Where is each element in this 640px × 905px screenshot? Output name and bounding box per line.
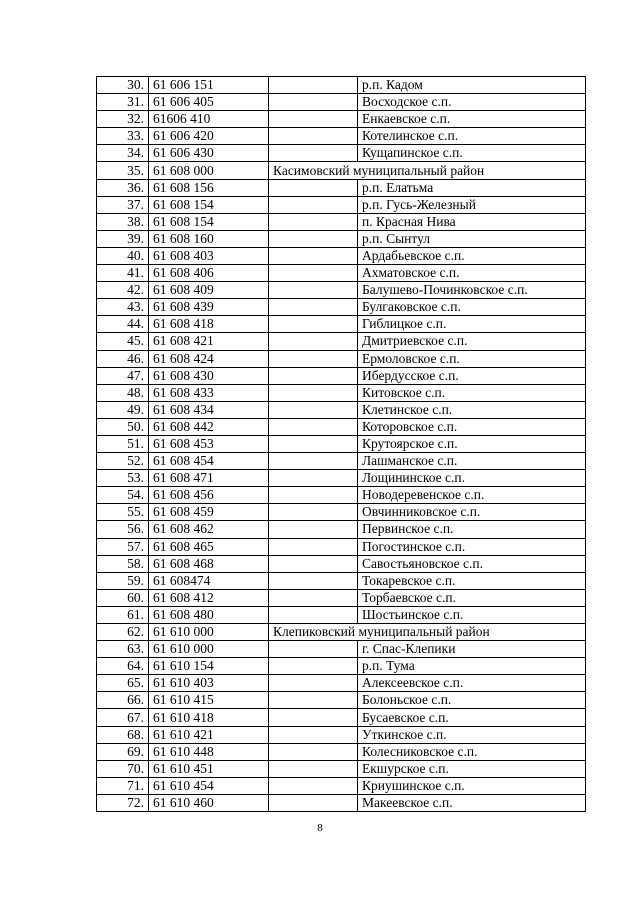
district-cell-empty [269, 470, 358, 487]
district-cell-empty [269, 641, 358, 658]
district-cell-empty [269, 128, 358, 145]
table-row [97, 555, 586, 572]
oktmo-code: 61 608 154 [149, 196, 269, 213]
district-cell-empty [269, 692, 358, 709]
row-number: 53. [97, 470, 149, 487]
oktmo-code: 61 610 421 [149, 726, 269, 743]
settlement-name: р.п. Сынтул [358, 230, 586, 247]
table-row [97, 316, 586, 333]
table-row [97, 247, 586, 264]
district-cell-empty [269, 94, 358, 111]
district-cell-empty [269, 111, 358, 128]
district-cell-empty [269, 487, 358, 504]
oktmo-code: 61 610 000 [149, 641, 269, 658]
oktmo-code: 61 608 468 [149, 555, 269, 572]
table-row [97, 230, 586, 247]
district-cell-empty [269, 316, 358, 333]
district-cell-empty [269, 658, 358, 675]
row-number: 44. [97, 316, 149, 333]
table-row [97, 487, 586, 504]
settlement-name: Крутоярское с.п. [358, 435, 586, 452]
row-number: 34. [97, 145, 149, 162]
row-number: 35. [97, 162, 149, 179]
row-number: 48. [97, 384, 149, 401]
oktmo-code: 61 608 456 [149, 487, 269, 504]
district-cell-empty [269, 179, 358, 196]
table-row [97, 145, 586, 162]
settlement-name: р.п. Тума [358, 658, 586, 675]
oktmo-code: 61 608 418 [149, 316, 269, 333]
settlement-name: Криушинское с.п. [358, 777, 586, 794]
settlement-name: п. Красная Нива [358, 213, 586, 230]
table-row [97, 692, 586, 709]
row-number: 70. [97, 760, 149, 777]
municipal-registry-table [96, 76, 586, 812]
district-cell-empty [269, 145, 358, 162]
oktmo-code: 61 610 415 [149, 692, 269, 709]
oktmo-code: 61 608 403 [149, 247, 269, 264]
oktmo-code: 61 610 154 [149, 658, 269, 675]
settlement-name: Енкаевское с.п. [358, 111, 586, 128]
table-row [97, 675, 586, 692]
oktmo-code: 61 608 442 [149, 418, 269, 435]
settlement-name: Лощининское с.п. [358, 470, 586, 487]
oktmo-code: 61 610 418 [149, 709, 269, 726]
row-number: 64. [97, 658, 149, 675]
settlement-name: Ибердусское с.п. [358, 367, 586, 384]
settlement-name: Китовское с.п. [358, 384, 586, 401]
district-cell-empty [269, 435, 358, 452]
row-number: 43. [97, 299, 149, 316]
table-row [97, 606, 586, 623]
table-row [97, 435, 586, 452]
row-number: 38. [97, 213, 149, 230]
district-cell-empty [269, 418, 358, 435]
district-cell-empty [269, 589, 358, 606]
row-number: 49. [97, 401, 149, 418]
settlement-name: г. Спас-Клепики [358, 641, 586, 658]
oktmo-code: 61 608 430 [149, 367, 269, 384]
district-cell-empty [269, 299, 358, 316]
row-number: 66. [97, 692, 149, 709]
settlement-name: Савостьяновское с.п. [358, 555, 586, 572]
oktmo-code: 61 610 451 [149, 760, 269, 777]
row-number: 52. [97, 453, 149, 470]
oktmo-code: 61 608 454 [149, 453, 269, 470]
settlement-name: Ермоловское с.п. [358, 350, 586, 367]
row-number: 72. [97, 794, 149, 811]
row-number: 30. [97, 77, 149, 94]
oktmo-code: 61 608 433 [149, 384, 269, 401]
table-row [97, 726, 586, 743]
oktmo-code: 61 608 480 [149, 606, 269, 623]
settlement-name: Лашманское с.п. [358, 453, 586, 470]
oktmo-code: 61 608 412 [149, 589, 269, 606]
row-number: 71. [97, 777, 149, 794]
oktmo-code: 61 610 403 [149, 675, 269, 692]
oktmo-code: 61 608 154 [149, 213, 269, 230]
oktmo-code: 61 606 405 [149, 94, 269, 111]
settlement-name: Новодеревенское с.п. [358, 487, 586, 504]
row-number: 67. [97, 709, 149, 726]
page-number: 8 [317, 822, 323, 834]
oktmo-code: 61 608 434 [149, 401, 269, 418]
row-number: 57. [97, 538, 149, 555]
oktmo-code: 61 606 420 [149, 128, 269, 145]
oktmo-code: 61 608 439 [149, 299, 269, 316]
table-row [97, 760, 586, 777]
district-cell-empty [269, 572, 358, 589]
table-row [97, 299, 586, 316]
settlement-name: Овчинниковское с.п. [358, 504, 586, 521]
settlement-name: Макеевское с.п. [358, 794, 586, 811]
settlement-name: р.п. Кадом [358, 77, 586, 94]
district-cell-empty [269, 384, 358, 401]
row-number: 41. [97, 265, 149, 282]
row-number: 42. [97, 282, 149, 299]
settlement-name: р.п. Гусь-Железный [358, 196, 586, 213]
table-row [97, 162, 586, 179]
district-cell-empty [269, 196, 358, 213]
oktmo-code: 61 610 460 [149, 794, 269, 811]
settlement-name: Первинское с.п. [358, 521, 586, 538]
district-cell-empty [269, 709, 358, 726]
oktmo-code: 61 608 000 [149, 162, 269, 179]
oktmo-code: 61 608 453 [149, 435, 269, 452]
district-cell-empty [269, 538, 358, 555]
oktmo-code: 61 608 471 [149, 470, 269, 487]
settlement-name: Алексеевское с.п. [358, 675, 586, 692]
row-number: 40. [97, 247, 149, 264]
district-cell-empty [269, 675, 358, 692]
oktmo-code: 61 608 424 [149, 350, 269, 367]
table-row [97, 350, 586, 367]
oktmo-code: 61 608474 [149, 572, 269, 589]
oktmo-code: 61606 410 [149, 111, 269, 128]
row-number: 56. [97, 521, 149, 538]
row-number: 58. [97, 555, 149, 572]
row-number: 32. [97, 111, 149, 128]
district-cell-empty [269, 453, 358, 470]
oktmo-code: 61 608 156 [149, 179, 269, 196]
district-name: Касимовский муниципальный район [269, 162, 586, 179]
district-cell-empty [269, 555, 358, 572]
oktmo-code: 61 608 459 [149, 504, 269, 521]
row-number: 39. [97, 230, 149, 247]
district-cell-empty [269, 743, 358, 760]
settlement-name: Балушево-Починковское с.п. [358, 282, 586, 299]
row-number: 54. [97, 487, 149, 504]
oktmo-code: 61 608 160 [149, 230, 269, 247]
settlement-name: Кущапинское с.п. [358, 145, 586, 162]
table-row [97, 94, 586, 111]
oktmo-code: 61 608 462 [149, 521, 269, 538]
row-number: 61. [97, 606, 149, 623]
settlement-name: Шостьинское с.п. [358, 606, 586, 623]
district-cell-empty [269, 401, 358, 418]
row-number: 31. [97, 94, 149, 111]
oktmo-code: 61 610 000 [149, 624, 269, 641]
settlement-name: Екшурское с.п. [358, 760, 586, 777]
row-number: 50. [97, 418, 149, 435]
table-row [97, 265, 586, 282]
row-number: 62. [97, 624, 149, 641]
row-number: 59. [97, 572, 149, 589]
table-row [97, 77, 586, 94]
registry-table-body [97, 77, 586, 812]
table-row [97, 401, 586, 418]
district-cell-empty [269, 350, 358, 367]
table-row [97, 641, 586, 658]
table-row [97, 521, 586, 538]
settlement-name: Уткинское с.п. [358, 726, 586, 743]
district-name: Клепиковский муниципальный район [269, 624, 586, 641]
district-cell-empty [269, 726, 358, 743]
table-row [97, 777, 586, 794]
district-cell-empty [269, 213, 358, 230]
settlement-name: р.п. Елатьма [358, 179, 586, 196]
district-cell-empty [269, 367, 358, 384]
district-cell-empty [269, 794, 358, 811]
row-number: 55. [97, 504, 149, 521]
district-cell-empty [269, 606, 358, 623]
table-row [97, 658, 586, 675]
settlement-name: Гиблицкое с.п. [358, 316, 586, 333]
settlement-name: Котелинское с.п. [358, 128, 586, 145]
row-number: 69. [97, 743, 149, 760]
table-row [97, 504, 586, 521]
table-row [97, 111, 586, 128]
settlement-name: Ахматовское с.п. [358, 265, 586, 282]
settlement-name: Погостинское с.п. [358, 538, 586, 555]
table-row [97, 384, 586, 401]
district-cell-empty [269, 247, 358, 264]
settlement-name: Колесниковское с.п. [358, 743, 586, 760]
table-row [97, 213, 586, 230]
settlement-name: Которовское с.п. [358, 418, 586, 435]
district-cell-empty [269, 230, 358, 247]
district-cell-empty [269, 77, 358, 94]
table-row [97, 624, 586, 641]
table-row [97, 794, 586, 811]
row-number: 47. [97, 367, 149, 384]
oktmo-code: 61 608 465 [149, 538, 269, 555]
oktmo-code: 61 608 406 [149, 265, 269, 282]
oktmo-code: 61 610 454 [149, 777, 269, 794]
oktmo-code: 61 610 448 [149, 743, 269, 760]
table-row [97, 589, 586, 606]
table-row [97, 743, 586, 760]
oktmo-code: 61 608 409 [149, 282, 269, 299]
table-row [97, 538, 586, 555]
settlement-name: Бусаевское с.п. [358, 709, 586, 726]
row-number: 33. [97, 128, 149, 145]
table-row [97, 179, 586, 196]
table-row [97, 333, 586, 350]
district-cell-empty [269, 777, 358, 794]
settlement-name: Дмитриевское с.п. [358, 333, 586, 350]
settlement-name: Ардабьевское с.п. [358, 247, 586, 264]
settlement-name: Восходское с.п. [358, 94, 586, 111]
table-row [97, 709, 586, 726]
row-number: 46. [97, 350, 149, 367]
row-number: 51. [97, 435, 149, 452]
table-row [97, 418, 586, 435]
table-row [97, 470, 586, 487]
district-cell-empty [269, 521, 358, 538]
district-cell-empty [269, 760, 358, 777]
row-number: 65. [97, 675, 149, 692]
district-cell-empty [269, 282, 358, 299]
oktmo-code: 61 606 430 [149, 145, 269, 162]
row-number: 36. [97, 179, 149, 196]
settlement-name: Торбаевское с.п. [358, 589, 586, 606]
settlement-name: Токаревское с.п. [358, 572, 586, 589]
oktmo-code: 61 606 151 [149, 77, 269, 94]
table-row [97, 453, 586, 470]
district-cell-empty [269, 265, 358, 282]
row-number: 63. [97, 641, 149, 658]
district-cell-empty [269, 504, 358, 521]
row-number: 68. [97, 726, 149, 743]
table-row [97, 128, 586, 145]
oktmo-code: 61 608 421 [149, 333, 269, 350]
table-row [97, 572, 586, 589]
table-row [97, 282, 586, 299]
district-cell-empty [269, 333, 358, 350]
row-number: 60. [97, 589, 149, 606]
settlement-name: Булгаковское с.п. [358, 299, 586, 316]
settlement-name: Болоньское с.п. [358, 692, 586, 709]
table-row [97, 367, 586, 384]
table-row [97, 196, 586, 213]
row-number: 45. [97, 333, 149, 350]
row-number: 37. [97, 196, 149, 213]
settlement-name: Клетинское с.п. [358, 401, 586, 418]
